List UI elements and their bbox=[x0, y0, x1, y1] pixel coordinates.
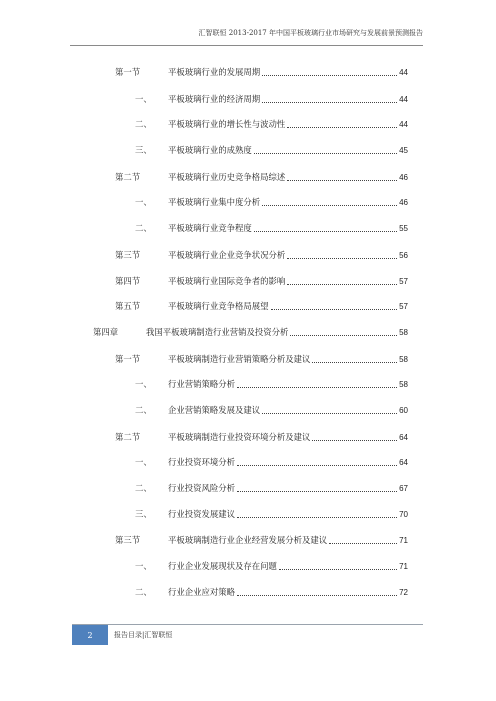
toc-entry-page: 45 bbox=[399, 146, 408, 155]
toc-entry-page: 56 bbox=[399, 251, 408, 260]
toc-entry-title: 行业投资发展建议 bbox=[168, 509, 235, 519]
toc-entry-number: 二、 bbox=[135, 405, 152, 415]
toc-entry[interactable] bbox=[135, 483, 408, 494]
toc-entry-number: 二、 bbox=[135, 223, 152, 233]
toc-entry-title: 平板玻璃行业企业竞争状况分析 bbox=[168, 250, 286, 260]
header-text: 汇智联恒 2013-2017 年中国平板玻璃行业市场研究与发展前景预测报告 bbox=[198, 29, 423, 37]
toc-entry-page: 67 bbox=[399, 484, 408, 493]
toc-entry[interactable] bbox=[115, 354, 408, 365]
toc-entry-title: 平板玻璃行业集中度分析 bbox=[168, 197, 261, 207]
toc-entry-page: 58 bbox=[399, 380, 408, 389]
toc-leader-dots bbox=[287, 283, 397, 285]
toc-entry-number: 第二节 bbox=[115, 432, 141, 442]
toc-entry-page: 70 bbox=[399, 510, 408, 519]
toc-leader-dots bbox=[290, 334, 397, 336]
toc-entry[interactable] bbox=[115, 67, 408, 78]
footer-text: 报告目录|汇智联恒 bbox=[114, 631, 173, 639]
toc-entry-page: 71 bbox=[399, 536, 408, 545]
toc-entry-title: 平板玻璃行业竞争程度 bbox=[168, 223, 252, 233]
toc-leader-dots bbox=[262, 204, 397, 206]
toc-entry[interactable] bbox=[135, 197, 408, 208]
toc-entry-number: 第三节 bbox=[115, 250, 141, 260]
toc-entry-number: 三、 bbox=[135, 145, 152, 155]
toc-entry-number: 一、 bbox=[135, 94, 152, 104]
page-header bbox=[70, 28, 423, 46]
toc-entry-number: 第二节 bbox=[115, 172, 141, 182]
toc-entry-number: 第四节 bbox=[115, 276, 141, 286]
toc-leader-dots bbox=[287, 126, 397, 128]
page-footer bbox=[72, 624, 423, 645]
toc-entry-title: 平板玻璃制造行业企业经营发展分析及建议 bbox=[168, 535, 328, 545]
toc-entry-number: 第五节 bbox=[115, 301, 141, 311]
toc-leader-dots bbox=[279, 568, 397, 570]
toc-entry-title: 平板玻璃制造行业投资环境分析及建议 bbox=[168, 432, 311, 442]
toc-entry[interactable] bbox=[135, 587, 408, 598]
footer-page-number: 2 bbox=[72, 625, 108, 645]
toc-entry-title: 平板玻璃行业历史竞争格局综述 bbox=[168, 172, 286, 182]
toc-entry[interactable] bbox=[115, 250, 408, 261]
toc-entry-page: 58 bbox=[399, 355, 408, 364]
toc-entry-page: 64 bbox=[399, 458, 408, 467]
toc-leader-dots bbox=[262, 412, 397, 414]
toc-entry-page: 55 bbox=[399, 224, 408, 233]
toc-entry-number: 第一节 bbox=[115, 67, 141, 77]
toc-entry-number: 二、 bbox=[135, 587, 152, 597]
toc-leader-dots bbox=[237, 594, 397, 596]
toc-entry-title: 行业营销策略分析 bbox=[168, 379, 235, 389]
toc-entry-page: 44 bbox=[399, 95, 408, 104]
toc-entry-title: 平板玻璃行业竞争格局展望 bbox=[168, 301, 269, 311]
toc-entry-page: 57 bbox=[399, 302, 408, 311]
toc-entry[interactable] bbox=[135, 457, 408, 468]
toc-entry-page: 71 bbox=[399, 562, 408, 571]
toc-entry[interactable] bbox=[115, 432, 408, 443]
toc-leader-dots bbox=[312, 439, 397, 441]
toc-leader-dots bbox=[262, 101, 397, 103]
toc-entry-page: 58 bbox=[399, 328, 408, 337]
toc-entry-page: 44 bbox=[399, 68, 408, 77]
toc-entry-page: 44 bbox=[399, 120, 408, 129]
toc-entry[interactable] bbox=[115, 276, 408, 287]
toc-entry[interactable] bbox=[135, 119, 408, 130]
toc-entry[interactable] bbox=[135, 145, 408, 156]
toc-entry[interactable] bbox=[135, 379, 408, 390]
toc-entry-page: 46 bbox=[399, 198, 408, 207]
toc-entry-title: 平板玻璃制造行业营销策略分析及建议 bbox=[168, 354, 311, 364]
toc-entry-title: 企业营销策略发展及建议 bbox=[168, 405, 261, 415]
toc-entry-number: 一、 bbox=[135, 457, 152, 467]
toc-entry-title: 行业投资环境分析 bbox=[168, 457, 235, 467]
toc-entry-number: 一、 bbox=[135, 197, 152, 207]
toc-entry[interactable] bbox=[115, 172, 408, 183]
toc-leader-dots bbox=[237, 464, 397, 466]
toc-entry-title: 平板玻璃行业的成熟度 bbox=[168, 145, 252, 155]
toc-entry[interactable] bbox=[135, 405, 408, 416]
toc-entry[interactable] bbox=[135, 509, 408, 520]
toc-entry-title: 平板玻璃行业的增长性与波动性 bbox=[168, 119, 286, 129]
toc-entry[interactable] bbox=[135, 223, 408, 234]
toc-leader-dots bbox=[237, 386, 397, 388]
toc-entry-page: 60 bbox=[399, 406, 408, 415]
toc-entry-number: 一、 bbox=[135, 379, 152, 389]
toc-leader-dots bbox=[262, 74, 397, 76]
toc-entry-title: 行业企业发展现状及存在问题 bbox=[168, 561, 277, 571]
toc-entry-number: 第四章 bbox=[93, 327, 119, 337]
toc-entry-page: 57 bbox=[399, 277, 408, 286]
toc-entry-title: 平板玻璃行业国际竞争者的影响 bbox=[168, 276, 286, 286]
toc-leader-dots bbox=[287, 257, 397, 259]
toc-leader-dots bbox=[329, 542, 397, 544]
toc-entry-number: 二、 bbox=[135, 119, 152, 129]
toc-entry-title: 平板玻璃行业的经济周期 bbox=[168, 94, 261, 104]
toc-leader-dots bbox=[312, 361, 397, 363]
toc-entry-number: 一、 bbox=[135, 561, 152, 571]
toc-entry-title: 行业企业应对策略 bbox=[168, 587, 235, 597]
toc-entry-number: 第一节 bbox=[115, 354, 141, 364]
toc-entry-number: 二、 bbox=[135, 483, 152, 493]
toc-entry-page: 64 bbox=[399, 433, 408, 442]
toc-leader-dots bbox=[271, 308, 398, 310]
toc-entry[interactable] bbox=[115, 301, 408, 312]
toc-leader-dots bbox=[237, 490, 397, 492]
toc-leader-dots bbox=[237, 516, 397, 518]
toc-entry-page: 46 bbox=[399, 173, 408, 182]
toc-entry-title: 行业投资风险分析 bbox=[168, 483, 235, 493]
toc-entry-page: 72 bbox=[399, 588, 408, 597]
toc-leader-dots bbox=[254, 152, 397, 154]
toc-leader-dots bbox=[287, 179, 397, 181]
toc-entry-number: 三、 bbox=[135, 509, 152, 519]
toc-entry-title: 平板玻璃行业的发展周期 bbox=[168, 67, 261, 77]
toc-entry[interactable] bbox=[135, 561, 408, 572]
toc-chapter-entry[interactable] bbox=[93, 327, 408, 338]
toc-entry[interactable] bbox=[115, 535, 408, 546]
toc-entry[interactable] bbox=[135, 94, 408, 105]
toc-leader-dots bbox=[254, 230, 397, 232]
toc-entry-title: 我国平板玻璃制造行业营销及投资分析 bbox=[146, 327, 289, 337]
toc-entry-number: 第三节 bbox=[115, 535, 141, 545]
